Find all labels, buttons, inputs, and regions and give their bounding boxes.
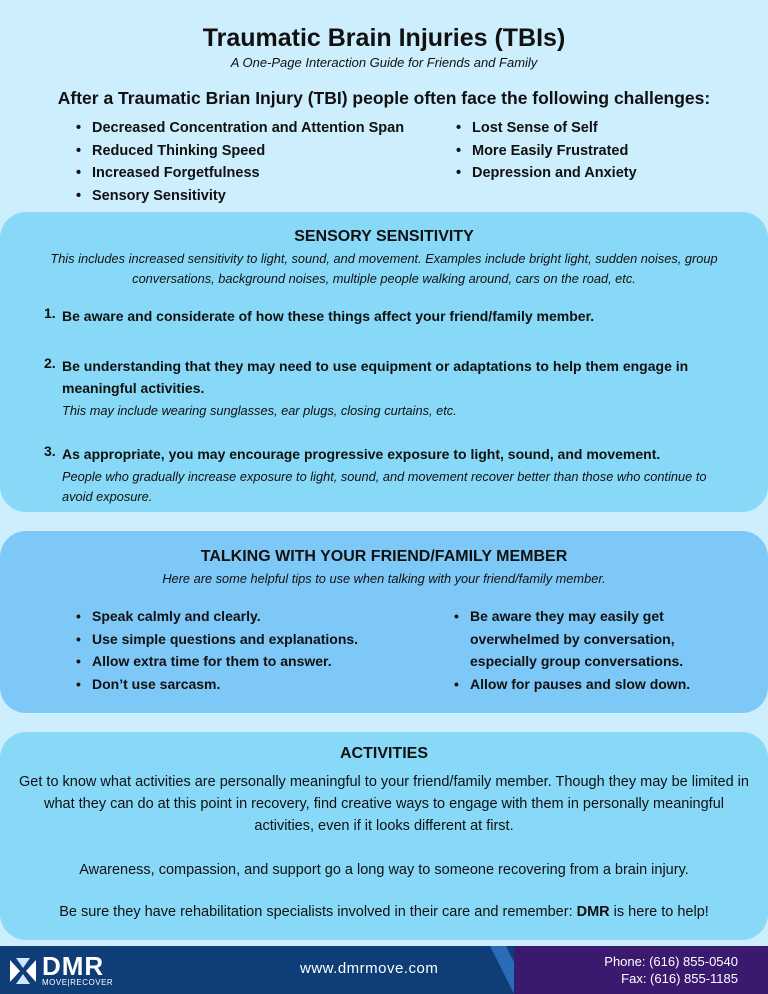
step-text: Be aware and considerate of how these things affect your friend/family member. — [62, 308, 595, 324]
step-item — [44, 443, 738, 507]
list-item: • Speak calmly and clearly. — [72, 605, 450, 628]
dmr-highlight: DMR — [576, 904, 610, 920]
logo-name: DMR — [42, 951, 105, 981]
closing-text: Be sure they have rehabilitation specialists involved in their care and remember: — [59, 904, 577, 920]
sensory-sensitivity-panel — [0, 212, 768, 512]
list-item: • Sensory Sensitivity — [72, 185, 452, 208]
talking-left-column — [72, 605, 450, 695]
logo-tagline: MOVE|RECOVER — [42, 978, 114, 987]
talking-title: TALKING WITH YOUR FRIEND/FAMILY MEMBER — [200, 548, 568, 565]
website-link[interactable]: www.dmrmove.com — [300, 960, 439, 977]
closing-text-end: is here to help! — [609, 904, 709, 920]
sensory-steps — [0, 305, 768, 507]
step-text: As appropriate, you may encourage progressive exposure to light, sound, and movement. — [62, 446, 661, 462]
step-text: Be understanding that they may need to use equipment or adaptations to help them engage in meaningful activities. — [62, 358, 689, 396]
list-item: • Increased Forgetfulness — [72, 162, 452, 185]
list-item: • More Easily Frustrated — [452, 140, 637, 163]
list-item: • Depression and Anxiety — [452, 162, 637, 185]
talking-tips — [0, 605, 768, 695]
step-number: 2. — [44, 355, 56, 371]
page-title: Traumatic Brain Injuries (TBIs) — [202, 24, 566, 52]
challenges-list — [0, 117, 768, 207]
dmr-logo-icon — [8, 956, 38, 986]
list-item: • Reduced Thinking Speed — [72, 140, 452, 163]
step-item — [44, 305, 738, 327]
talking-intro: Here are some helpful tips to use when talking with your friend/family member. — [162, 571, 606, 586]
step-note: This may include wearing sunglasses, ear plugs, closing curtains, etc. — [62, 403, 457, 418]
list-item: • Lost Sense of Self — [452, 117, 637, 140]
dmr-logo[interactable] — [8, 951, 114, 987]
activities-paragraph: Get to know what activities are personally meaningful to your friend/family member. Though they may be limited in what they can do at this point in recovery, find creative ways to engage with them in personally meaningful activities, even if it looks different at first. — [19, 774, 749, 834]
activities-paragraph: Awareness, compassion, and support go a long way to someone recovering from a brain injury. — [79, 862, 689, 878]
talking-right-column — [450, 605, 730, 695]
list-item: • Use simple questions and explanations. — [72, 628, 450, 651]
list-item: • Allow extra time for them to answer. — [72, 650, 450, 673]
list-item: • Allow for pauses and slow down. — [450, 673, 730, 696]
challenges-heading: After a Traumatic Brian Injury (TBI) people often face the following challenges: — [57, 88, 711, 108]
contact-info — [604, 953, 738, 987]
activities-title: ACTIVITIES — [339, 745, 428, 762]
header — [0, 0, 768, 70]
step-number: 1. — [44, 305, 56, 321]
list-item: • Be aware they may easily get overwhelmed by conversation, especially group conversations. — [450, 605, 730, 673]
challenges-right-column — [452, 117, 637, 207]
page-subtitle: A One-Page Interaction Guide for Friends and Family — [230, 55, 538, 70]
phone-number[interactable]: Phone: (616) 855-0540 — [604, 954, 738, 969]
fax-number: Fax: (616) 855-1185 — [621, 971, 738, 986]
sensory-title: SENSORY SENSITIVITY — [294, 228, 474, 245]
sensory-intro: This includes increased sensitivity to light, sound, and movement. Examples include bright light, sudden noises, group conversations, background noises, multiple people walking around, cars on the road, etc. — [50, 251, 718, 286]
list-item: • Decreased Concentration and Attention Span — [72, 117, 452, 140]
footer-bar — [0, 946, 768, 994]
activities-panel — [0, 732, 768, 940]
step-note: People who gradually increase exposure to light, sound, and movement recover better than those who continue to avoid exposure. — [62, 469, 707, 504]
talking-panel — [0, 531, 768, 713]
challenges-left-column — [72, 117, 452, 207]
activities-closing — [0, 901, 768, 923]
list-item: • Don’t use sarcasm. — [72, 673, 450, 696]
step-number: 3. — [44, 443, 56, 459]
step-item — [44, 355, 738, 421]
